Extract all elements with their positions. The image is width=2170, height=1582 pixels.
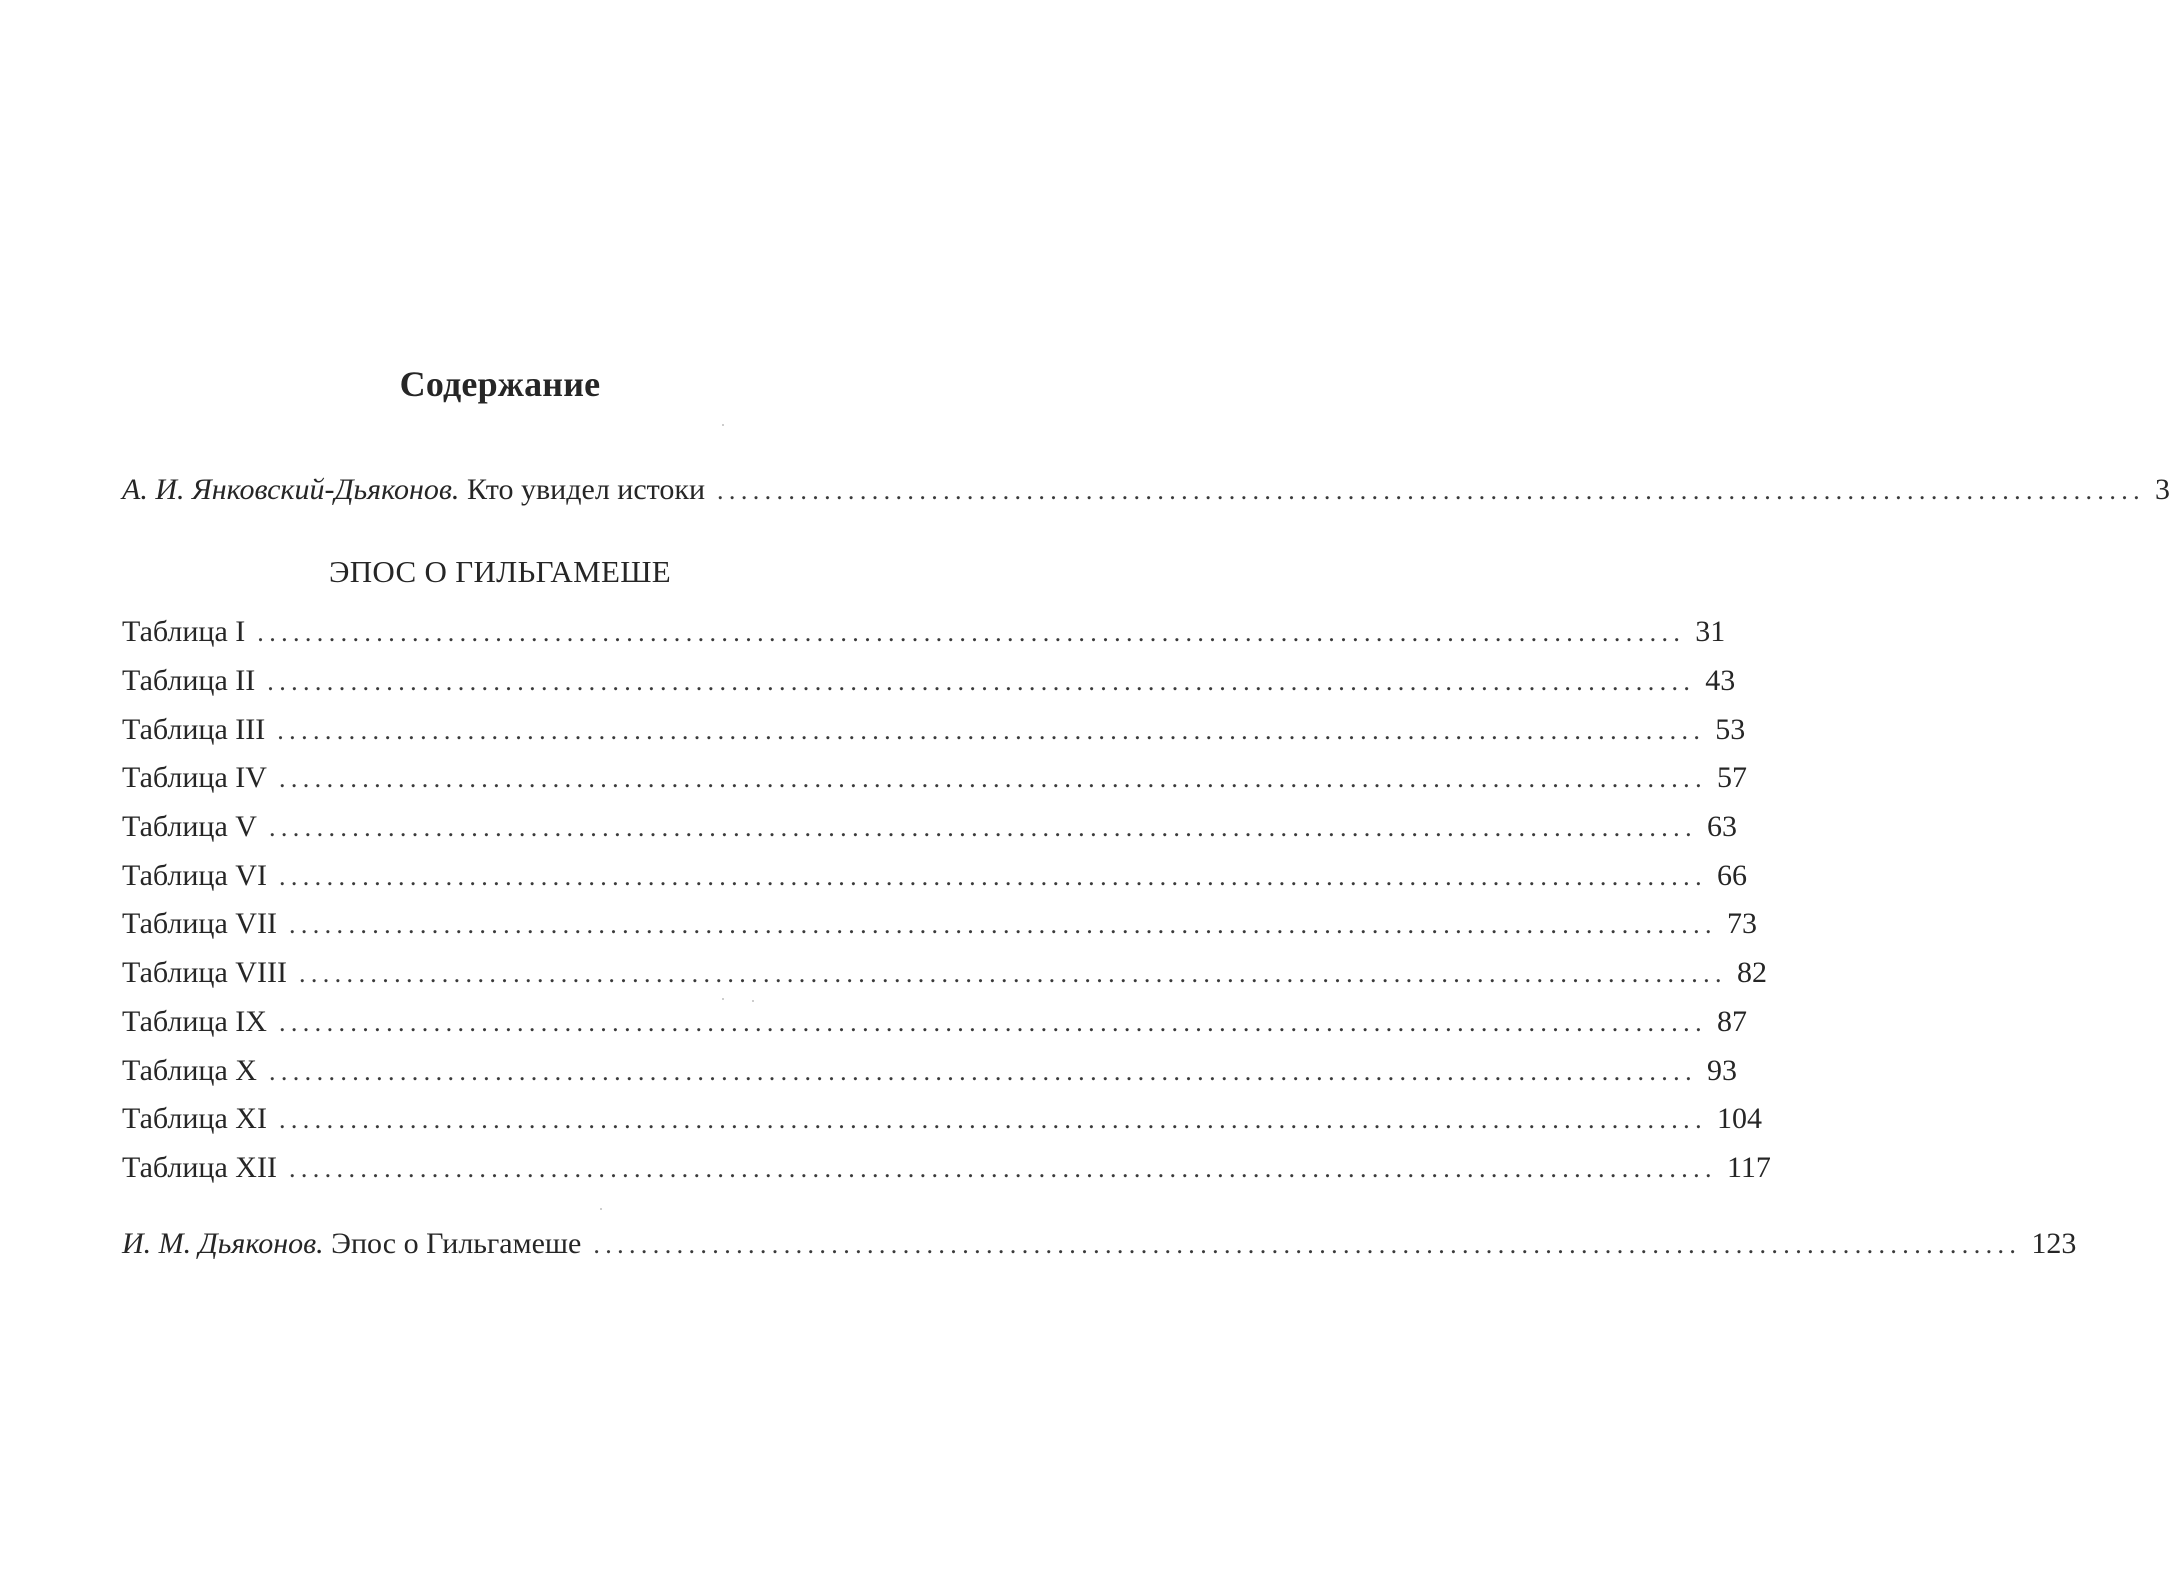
toc-entry-tablet-10[interactable] (122, 1049, 1737, 1093)
dot-leader: ........................................................................................................................ (257, 618, 1686, 647)
toc-entry-tablet-1[interactable] (122, 610, 1726, 654)
toc-entry-title: Таблица V (122, 810, 257, 843)
toc-entry-page: 104 (1716, 1102, 1762, 1135)
dot-leader: ........................................................................................................................ (278, 1105, 1707, 1134)
toc-entry-page: 57 (1716, 761, 1747, 794)
dot-leader: ........................................................................................................................ (278, 1008, 1707, 1037)
paper-speck (722, 998, 724, 1000)
toc-entry-title: Таблица X (122, 1054, 257, 1087)
toc-entry-page: 123 (2031, 1227, 2077, 1260)
dot-leader: ........................................................................................................................ (717, 476, 2146, 505)
dot-leader: ........................................................................................................................ (298, 959, 1727, 988)
toc-entry-tablet-11[interactable] (122, 1097, 1762, 1141)
toc-entry-tablet-3[interactable] (122, 708, 1746, 752)
dot-leader: ........................................................................................................................ (288, 910, 1717, 939)
toc-entry-intro[interactable] (122, 468, 2170, 512)
dot-leader: ........................................................................................................................ (593, 1230, 2022, 1259)
toc-entry-title: Эпос о Гильгамеше (331, 1227, 582, 1260)
toc-entry-title: Таблица III (122, 713, 266, 746)
toc-entry-page: 82 (1736, 956, 1767, 989)
toc-entry-page: 63 (1706, 810, 1737, 843)
toc-entry-title: Таблица IV (122, 761, 267, 794)
toc-entry-page: 73 (1726, 907, 1757, 940)
toc-entry-tablet-8[interactable] (122, 951, 1767, 995)
toc-entry-title: Таблица XII (122, 1151, 277, 1184)
toc-entry-title: Таблица I (122, 615, 246, 648)
toc-entry-page: 43 (1705, 664, 1736, 697)
toc-entry-page: 93 (1706, 1054, 1737, 1087)
toc-entry-tablet-12[interactable] (122, 1146, 1771, 1190)
paper-speck (722, 424, 724, 426)
toc-title: Содержание (399, 364, 601, 404)
toc-entry-tablet-4[interactable] (122, 756, 1747, 800)
toc-entry-tablet-5[interactable] (122, 805, 1737, 849)
paper-speck (752, 1000, 754, 1002)
toc-entry-tablet-6[interactable] (122, 854, 1747, 898)
dot-leader: ........................................................................................................................ (288, 1154, 1717, 1183)
toc-entry-text (122, 1222, 581, 1266)
toc-entry-page: 117 (1726, 1151, 1771, 1184)
toc-entry-text (122, 468, 705, 512)
toc-entry-page: 66 (1716, 859, 1747, 892)
toc-entry-title: Таблица XI (122, 1102, 267, 1135)
toc-entry-tablet-7[interactable] (122, 902, 1757, 946)
toc-entry-page: 53 (1715, 713, 1746, 746)
dot-leader: ........................................................................................................................ (267, 667, 1696, 696)
dot-leader: ........................................................................................................................ (278, 764, 1707, 793)
toc-entry-title: Таблица IX (122, 1005, 267, 1038)
toc-entry-title: Таблица VII (122, 907, 277, 940)
toc-entry-afterword[interactable] (122, 1222, 2077, 1266)
toc-entry-tablet-9[interactable] (122, 1000, 1747, 1044)
toc-entry-page: 87 (1716, 1005, 1747, 1038)
dot-leader: ........................................................................................................................ (268, 813, 1697, 842)
toc-entry-title: Кто увидел истоки (466, 473, 706, 506)
paper-speck (600, 1208, 602, 1210)
toc-entry-title: Таблица VIII (122, 956, 287, 989)
toc-entry-author: А. И. Янковский-Дьяконов. (122, 473, 460, 506)
toc-entry-page: 3 (2155, 473, 2170, 506)
toc-entry-author: И. М. Дьяконов. (122, 1227, 324, 1260)
toc-entry-tablet-2[interactable] (122, 659, 1736, 703)
dot-leader: ........................................................................................................................ (268, 1057, 1697, 1086)
toc-entry-page: 31 (1695, 615, 1726, 648)
section-heading: ЭПОС О ГИЛЬГАМЕШЕ (328, 554, 672, 589)
toc-entry-title: Таблица VI (122, 859, 267, 892)
dot-leader: ........................................................................................................................ (278, 862, 1707, 891)
toc-entry-title: Таблица II (122, 664, 256, 697)
dot-leader: ........................................................................................................................ (277, 716, 1706, 745)
